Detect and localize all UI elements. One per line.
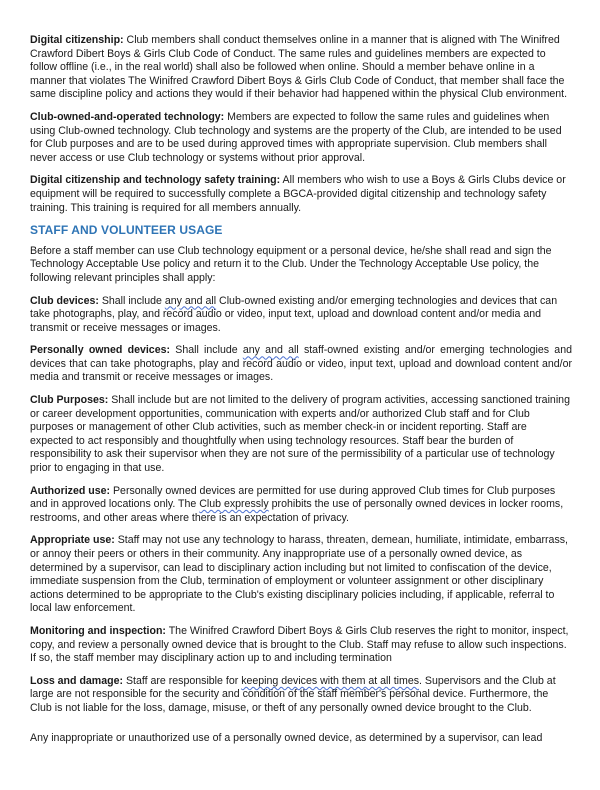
para-text: Shall include bbox=[170, 344, 243, 357]
personal-devices-paragraph bbox=[30, 344, 572, 385]
para-text: All members who wish to use a Boys & Girls Clubs device or equipment will be required to successfully complete a BGCA-provided digital citizenship and technology safety training. This training is required for all members annually. bbox=[30, 174, 566, 214]
section-heading: STAFF AND VOLUNTEER USAGE bbox=[30, 223, 223, 238]
intro-paragraph: Before a staff member can use Club technology equipment or a personal device, he/she shall read and sign the Technology Acceptable Use policy and return it to the Club. Under the Technology Acceptable Use policy, the following relevant principles shall apply: bbox=[30, 244, 552, 284]
para-text: Shall include bbox=[98, 294, 165, 307]
para-lead: Loss and damage: bbox=[30, 674, 124, 687]
para-text: Club-owned existing and/or emerging technologies and devices that can take photographs, play, and record audio or video, input text, upload and download content and/or media and transmit or receive messages or images. bbox=[30, 294, 558, 334]
para-lead: Monitoring and inspection: bbox=[30, 624, 166, 637]
para-lead: Club-owned-and-operated technology: bbox=[30, 110, 225, 123]
loss-damage-paragraph bbox=[30, 675, 572, 716]
para-text: The Winifred Crawford Dibert Boys & Girls Club reserves the right to monitor, inspect, copy, and review a personally owned device that is brought to the Club. Staff may refuse to allow such inspections. If so, the staff member may disciplinary action up to and including termination bbox=[30, 624, 569, 665]
safety-training-paragraph bbox=[30, 174, 572, 215]
grammar-flag: keeping devices with them at all times bbox=[241, 674, 420, 687]
para-text: Personally owned devices are permitted for use during approved Club times for Club purposes and in approved locations only. The bbox=[30, 484, 556, 511]
para-text: Members are expected to follow the same rules and guidelines when using Club-owned technology. Club technology and systems are the property of the Club, are intended to be used for Club purposes and are to be used during approved times with appropriate supervision. Club members shall never access or use Club technology or systems without prior approval. bbox=[30, 110, 562, 164]
para-lead: Appropriate use: bbox=[30, 534, 115, 547]
para-text: Shall include but are not limited to the delivery of program activities, accessing sanctioned training or career development opportunities, communication with experts and/or authorized Club staff and for Club purposes or management of other Club activities, such as member check-in or incident reporting. Staff are expected to act responsibly and thoughtfully when using technology resources. Staff bear the burden of responsibility to ask their supervisor when they are not sure of the permissibility of a particular use of technology prior to engaging in that use. bbox=[30, 394, 570, 475]
club-owned-technology-paragraph bbox=[30, 111, 572, 165]
para-lead: Digital citizenship: bbox=[30, 34, 124, 46]
authorized-use-paragraph bbox=[30, 485, 572, 526]
grammar-flag: any and all bbox=[242, 344, 299, 357]
grammar-flag: Club expressly bbox=[199, 498, 269, 511]
para-lead: Club Purposes: bbox=[30, 394, 109, 407]
para-lead: Personally owned devices: bbox=[30, 344, 171, 357]
club-purposes-paragraph bbox=[30, 394, 572, 476]
para-text: Club members shall conduct themselves online in a manner that is aligned with The Winifred Crawford Dibert Boys & Girls Club Code of Conduct. The same rules and guidelines members are expected to follow offline (i.e., in the real world) shall also be followed when online. Should a member behave online in a manner that violates The Winifred Crawford Dibert Boys & Girls Club Code of Conduct, that member shall face the same discipline policy and actions they would if their behavior had happened within the physical Club environment. bbox=[30, 34, 568, 101]
appropriate-use-paragraph bbox=[30, 534, 572, 616]
grammar-flag: any and all bbox=[164, 294, 217, 307]
para-text: Staff may not use any technology to harass, threaten, demean, humiliate, intimidate, embarrass, or annoy their peers or others in their community. Any inappropriate use of a personally owned device, as determined by a supervisor, can lead to disciplinary action including but not limited to confiscation of the device, immediate suspension from the Club, termination of employment or volunteer assignment or other disciplinary actions determined to be appropriate to the Club's existing disciplinary policies including, if applicable, referral to local law enforcement. bbox=[30, 534, 568, 615]
digital-citizenship-paragraph bbox=[30, 34, 572, 102]
para-text: . Supervisors and the Club at large are not responsible for the security and condition of the staff member's personal device. Furthermore, the Club is not liable for the loss, damage, misuse, or theft of any personally owned device brought to the Club. bbox=[30, 674, 556, 714]
monitoring-paragraph bbox=[30, 625, 572, 666]
club-devices-paragraph bbox=[30, 295, 572, 336]
para-text: prohibits the use of personally owned devices in locker rooms, restrooms, and other areas where there is an expectation of privacy. bbox=[30, 498, 564, 524]
para-text: staff-owned existing and/or emerging technologies and devices that can take photographs, play and record audio or video, input text, upload and download content and/or media and transmit or receive messages or images. bbox=[30, 344, 572, 384]
para-lead: Digital citizenship and technology safety training: bbox=[30, 174, 281, 187]
para-lead: Authorized use: bbox=[30, 484, 111, 497]
closing-paragraph: Any inappropriate or unauthorized use of a personally owned device, as determined by a supervisor, can lead bbox=[30, 731, 543, 744]
para-text: Staff are responsible for bbox=[123, 674, 242, 687]
para-lead: Club devices: bbox=[30, 294, 99, 307]
